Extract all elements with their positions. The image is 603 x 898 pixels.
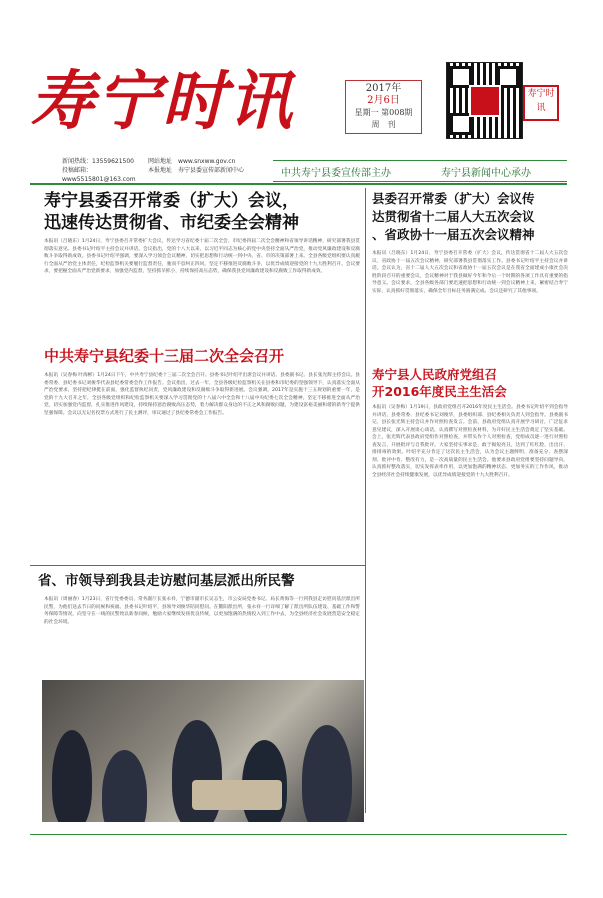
address: 寿宁县委宣传部新闻中心 (178, 167, 245, 174)
article3-body: 本报讯（周丽春）1月23日，省厅党委委员、常务副厅长张永祥，宁德市副市长吴志生，市公安局党委书记、局长黄海等一行到我县走访慰问基层派出所民警，为他们送去节日的问候和祝福。县委书记叶绍平，县领导刘俊华陪同慰问。在鳌阳派出所，张永祥一行详细了解了派出所队伍建设、基础工作和警务保障等情况，向坚守在一线的民警致以新春问候，勉励大家继续发扬优良传统，以更加饱满的热情投入到工作中去，为全县经济社会发展营造安全稳定的社会环境。 (44, 597, 360, 625)
header-divider (30, 183, 567, 185)
sponsor-right: 寿宁县新闻中心承办 (441, 168, 531, 179)
news-photo (42, 680, 364, 822)
web-address: www.snxww.gov.cn (178, 158, 236, 165)
footer-divider (30, 834, 567, 835)
web-label: 网站地址 (148, 158, 173, 165)
frequency: 周 刊 (371, 120, 396, 129)
email: 投稿邮箱：www5515801@163.com (62, 167, 136, 183)
issue-number: 星期一 第008期 (354, 108, 413, 117)
contact-left (62, 157, 146, 184)
seal-icon: 寿宁时讯 (523, 85, 559, 121)
qr-code-icon (446, 62, 523, 139)
article1-body: 本报讯（吕晓东）1月24日，寿宁县委召开常委扩大会议，传达学习省纪委十届二次全会、市纪委四届二次全会精神和省领导讲话精神，研究部署我县贯彻落实意见。县委书记叶绍平主持会议并讲话。会议指出，党的十八大以来，以习近平同志为核心的党中央坚持全面从严治党，推动党风廉政建设和反腐败斗争取得新成效。县委书记叶绍平强调，要深入学习领会会议精神，切实把思想和行动统一到中央、省、市的决策部署上来。全县各级党组织要认真履行全面从严治党主体责任，纪检监察机关要履行监督责任，驰而不息纠正四风，坚定不移推进反腐败斗争，以优异成绩迎接党的十九大胜利召开。会议要求，要把握全面从严治党新要求，加强党内监督，坚持抓早抓小，持续保持高压态势，确保我县党风廉政建设和反腐败工作取得新成效。 (44, 239, 360, 274)
article4-body: 本报讯（吕晓东）1月24日，寿宁县委召开常委（扩大）会议，传达贯彻省十二届人大五次会议、省政协十一届五次会议精神，研究部署我县贯彻落实工作。县委书记叶绍平主持会议并讲话。会议认为，省十二届人大五次会议和省政协十一届五次会议是在我省全面建成小康社会决胜阶段召开的重要会议，会议精神对于我县做好今年和今后一个时期的各项工作具有重要的指导意义。会议要求，全县各级各部门要迅速把思想和行动统一到会议精神上来，紧密结合寿宁实际，认真抓好贯彻落实，确保全年目标任务圆满完成。会议还研究了其他事项。 (372, 251, 568, 294)
article3-title: 省、市领导到我县走访慰问基层派出所民警 (38, 573, 295, 589)
article4-title: 县委召开常委（扩大）会议传 达贯彻省十二届人大五次会议 、省政协十一届五次会议精神 (372, 191, 535, 242)
sponsor-banner (273, 160, 567, 182)
article5-title: 寿宁县人民政府党组召 开2016年度民主生活会 (372, 367, 507, 399)
section-divider (30, 565, 365, 566)
date-day: 2月6日 (367, 95, 400, 106)
address-label: 本报地址 (148, 167, 173, 174)
article5-body: 本报讯（吴春梅）1月19日，县政府党组召开2016年度民主生活会。县委书记叶绍平到会指导并讲话，县委常委、县纪委书记刘俊华，县委组织部、县纪委相关负责人到会指导。县委副书记、县长张光辉主持会议并作对照检查发言。会前，县政府党组认真开展学习研讨，广泛征求意见建议，深入开展谈心谈话，认真撰写对照检查材料，为开好民主生活会奠定了坚实基础。会上，张光辉代表县政府党组作对照检查，并带头作个人对照检查，党组成员逐一进行对照检查发言，开展批评与自我批评。大家坚持实事求是，敢于揭短亮丑，达到了红红脸、出出汗、排排毒的效果。叶绍平充分肯定了这次民主生活会，认为会议主题鲜明、准备充分、查摆深刻、批评中肯、整改有力，是一次高质量的民主生活会。他要求县政府党组要坚持问题导向，认真抓好整改落实，切实发挥表率作用，以更加饱满的精神状态、更加务实的工作作风，推动全县经济社会持续健康发展，以优异成绩迎接党的十九大胜利召开。 (372, 405, 568, 478)
sponsor-left: 中共寿宁县委宣传部主办 (281, 168, 391, 179)
hotline: 新闻热线：13559621500 (62, 158, 134, 165)
article2-body: 本报讯（吴春梅 叶海彬）1月24日下午，中共寿宁县纪委十三届二次全会召开。县委书记叶绍平出席会议并讲话。县委副书记、县长张光辉主持会议。县委常委、县纪委书记刘俊华代表县纪委常委会作工作报告。会议指出，过去一年，全县各级纪检监察机关在县委和市纪委的坚强领导下，认真落实全面从严治党要求，坚持把纪律挺在前面，强化监督执纪问责，党风廉政建设和反腐败斗争取得新进展。会议强调，2017年是实施十三五规划的重要一年，是党的十九大召开之年，全县各级党组织和纪检监察机关要深入学习贯彻党的十八届六中全会和十八届中央纪委七次全会精神，坚定不移推进全面从严治党，切实加强党内监督，扎实推进作风建设，持续保持惩治腐败高压态势，着力解决群众身边的不正之风和腐败问题，为建设富裕美丽和谐的新寿宁提供坚强保障。会议以无记名投票方式进行了民主测评，审议通过了县纪委常委会工作报告。 (44, 373, 360, 416)
masthead (30, 56, 350, 148)
date-box (345, 80, 422, 134)
article2-title: 中共寿宁县纪委十三届二次全会召开 (44, 347, 285, 365)
newspaper-title: 寿宁时讯 (30, 64, 294, 139)
article1-title: 寿宁县委召开常委（扩大）会议， 迅速传达贯彻省、市纪委全会精神 (44, 191, 299, 233)
date-year: 2017年 (365, 83, 402, 94)
column-divider (365, 188, 366, 813)
contact-right (148, 157, 273, 175)
